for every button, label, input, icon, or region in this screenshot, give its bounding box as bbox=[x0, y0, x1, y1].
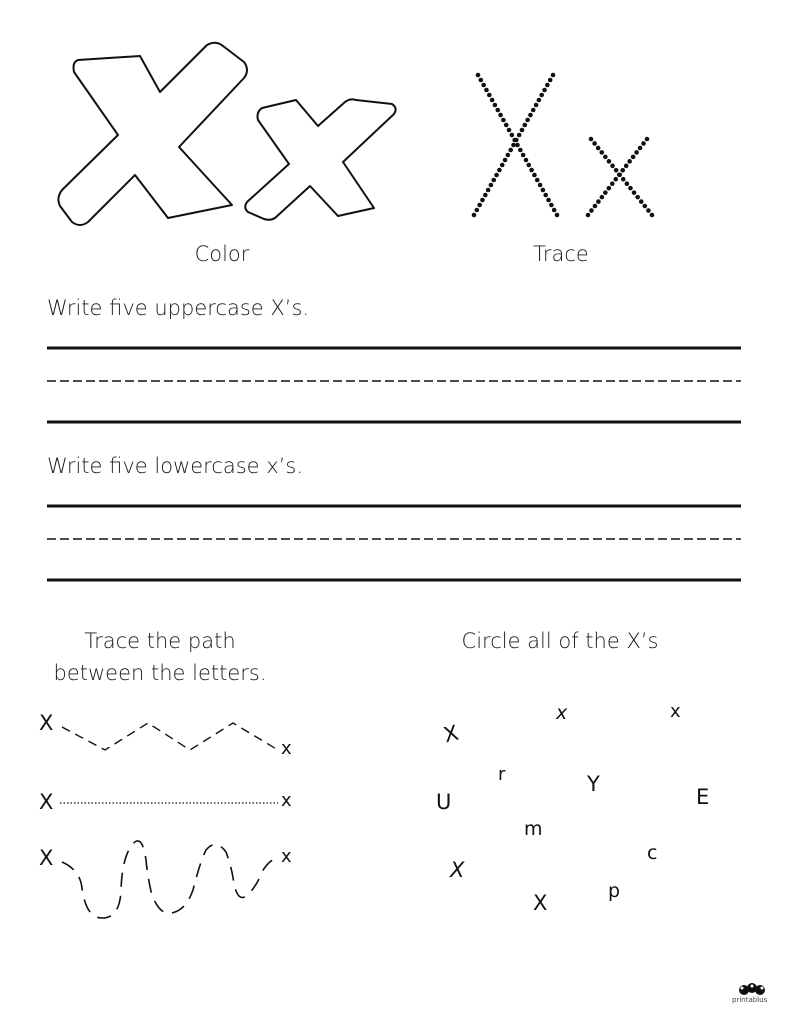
trace-dot bbox=[646, 208, 651, 213]
trace-dot bbox=[625, 181, 630, 186]
trace-dot bbox=[632, 190, 637, 195]
circle-title: Circle all of the X’s bbox=[461, 629, 659, 653]
trace-dot bbox=[515, 143, 520, 148]
trace-dot bbox=[545, 83, 550, 88]
circle-letter: p bbox=[608, 880, 621, 902]
printablus-logo-text: printablus bbox=[732, 996, 768, 1004]
trace-dot bbox=[511, 143, 516, 148]
circle-letter: E bbox=[696, 785, 710, 809]
trace-dot bbox=[506, 153, 511, 158]
circle-letter: c bbox=[647, 842, 658, 864]
circle-letter: x bbox=[670, 701, 681, 722]
trace-dot bbox=[639, 199, 644, 204]
trace-lowercase-x-stroke-2 bbox=[586, 137, 650, 218]
trace-dot bbox=[538, 183, 543, 188]
circle-letter: X bbox=[450, 858, 465, 882]
circle-letter: U bbox=[436, 790, 452, 814]
trace-dot bbox=[614, 168, 619, 173]
trace-dot bbox=[520, 128, 525, 133]
trace-dot bbox=[501, 118, 506, 123]
trace-dot bbox=[477, 203, 482, 208]
trace-dot bbox=[546, 198, 551, 203]
trace-dot bbox=[504, 123, 509, 128]
trace-dot bbox=[607, 159, 612, 164]
trace-dot bbox=[641, 141, 646, 146]
trace-dot bbox=[483, 193, 488, 198]
trace-dot bbox=[487, 93, 492, 98]
trace-dot bbox=[528, 113, 533, 118]
trace-dot bbox=[589, 208, 594, 213]
trace-dot bbox=[549, 203, 554, 208]
trace-dot bbox=[596, 199, 601, 204]
trace-dot bbox=[610, 181, 615, 186]
trace-dot bbox=[525, 118, 530, 123]
trace-dot bbox=[613, 177, 618, 182]
trace-dot bbox=[475, 208, 480, 213]
trace-dot bbox=[534, 103, 539, 108]
uppercase-prompt: Write five uppercase X’s. bbox=[47, 296, 310, 320]
trace-dot bbox=[628, 186, 633, 191]
trace-dot bbox=[507, 128, 512, 133]
trace-dot bbox=[620, 168, 625, 173]
trace-dot bbox=[514, 138, 519, 143]
trace-dot bbox=[634, 150, 639, 155]
circle-letter: m bbox=[524, 818, 543, 840]
trace-dot bbox=[592, 141, 597, 146]
path-row3-start: X bbox=[39, 846, 54, 870]
trace-dot bbox=[541, 188, 546, 193]
trace-dot bbox=[537, 98, 542, 103]
trace-dot bbox=[484, 88, 489, 93]
trace-dot bbox=[624, 164, 629, 169]
trace-uppercase-x-stroke-2 bbox=[472, 73, 556, 218]
trace-dot bbox=[548, 78, 553, 83]
trace-dot bbox=[526, 163, 531, 168]
trace-dot bbox=[586, 213, 591, 218]
trace-dot bbox=[621, 177, 626, 182]
circle-letter: X bbox=[533, 891, 548, 915]
circle-letter: r bbox=[498, 764, 506, 785]
trace-dot bbox=[542, 88, 547, 93]
trace-dot bbox=[589, 137, 594, 142]
trace-dot bbox=[486, 188, 491, 193]
path-row2-start: X bbox=[39, 790, 54, 814]
trace-dot bbox=[490, 98, 495, 103]
circle-letter: Y bbox=[587, 772, 600, 796]
trace-dot bbox=[498, 113, 503, 118]
lowercase-prompt: Write five lowercase x’s. bbox=[47, 454, 303, 478]
trace-dot bbox=[631, 155, 636, 160]
trace-dot bbox=[489, 183, 494, 188]
trace-dot bbox=[529, 168, 534, 173]
trace-dot bbox=[599, 150, 604, 155]
printablus-logo-icon bbox=[739, 983, 765, 995]
trace-dot bbox=[610, 164, 615, 169]
trace-dot bbox=[494, 173, 499, 178]
path-row1-end: x bbox=[281, 738, 292, 759]
trace-dot bbox=[493, 103, 498, 108]
trace-dot bbox=[479, 78, 484, 83]
trace-dot bbox=[635, 195, 640, 200]
trace-dot bbox=[645, 137, 650, 142]
trace-dot bbox=[531, 108, 536, 113]
path-row1-start: X bbox=[39, 711, 54, 735]
trace-lowercase-x-stroke-1 bbox=[589, 137, 655, 218]
trace-dot bbox=[532, 173, 537, 178]
trace-dot bbox=[638, 146, 643, 151]
trace-dot bbox=[543, 193, 548, 198]
trace-dot bbox=[500, 163, 505, 168]
trace-dot bbox=[535, 178, 540, 183]
trace-dot bbox=[643, 204, 648, 209]
trace-dot bbox=[600, 195, 605, 200]
trace-dot bbox=[495, 108, 500, 113]
trace-dot bbox=[539, 93, 544, 98]
trace-dot bbox=[551, 73, 556, 78]
trace-dot bbox=[481, 83, 486, 88]
trace-dot bbox=[476, 73, 481, 78]
trace-dot bbox=[503, 158, 508, 163]
trace-dot bbox=[627, 159, 632, 164]
trace-dot bbox=[480, 198, 485, 203]
trace-dot bbox=[497, 168, 502, 173]
trace-dot bbox=[508, 148, 513, 153]
trace-dot bbox=[521, 153, 526, 158]
circle-letter: x bbox=[556, 702, 568, 724]
path-title-line1: Trace the path bbox=[84, 629, 236, 653]
path-row2-end: x bbox=[281, 790, 292, 811]
trace-dot bbox=[650, 213, 655, 218]
trace-dot bbox=[552, 208, 557, 213]
trace-dot bbox=[524, 158, 529, 163]
trace-dot bbox=[517, 133, 522, 138]
trace-dot bbox=[491, 178, 496, 183]
circle-letter: X bbox=[441, 720, 461, 748]
color-label: Color bbox=[194, 242, 250, 266]
trace-dot bbox=[607, 186, 612, 191]
bubble-lowercase-x bbox=[245, 99, 395, 219]
zigzag-dashed-path bbox=[62, 723, 278, 750]
trace-dot bbox=[593, 204, 598, 209]
trace-letters bbox=[472, 73, 655, 218]
wavy-dashed-path bbox=[62, 841, 280, 918]
trace-dot bbox=[472, 213, 477, 218]
bubble-uppercase-x bbox=[58, 43, 247, 225]
trace-dot bbox=[603, 155, 608, 160]
trace-dot bbox=[596, 146, 601, 151]
trace-dot bbox=[603, 190, 608, 195]
trace-label: Trace bbox=[533, 242, 589, 266]
trace-dot bbox=[518, 148, 523, 153]
trace-dot bbox=[617, 172, 622, 177]
trace-dot bbox=[522, 123, 527, 128]
path-title-line2: between the letters. bbox=[53, 661, 267, 685]
trace-uppercase-x-stroke-1 bbox=[476, 73, 560, 218]
trace-dot bbox=[510, 133, 515, 138]
trace-dot bbox=[555, 213, 560, 218]
path-row3-end: x bbox=[281, 846, 292, 867]
